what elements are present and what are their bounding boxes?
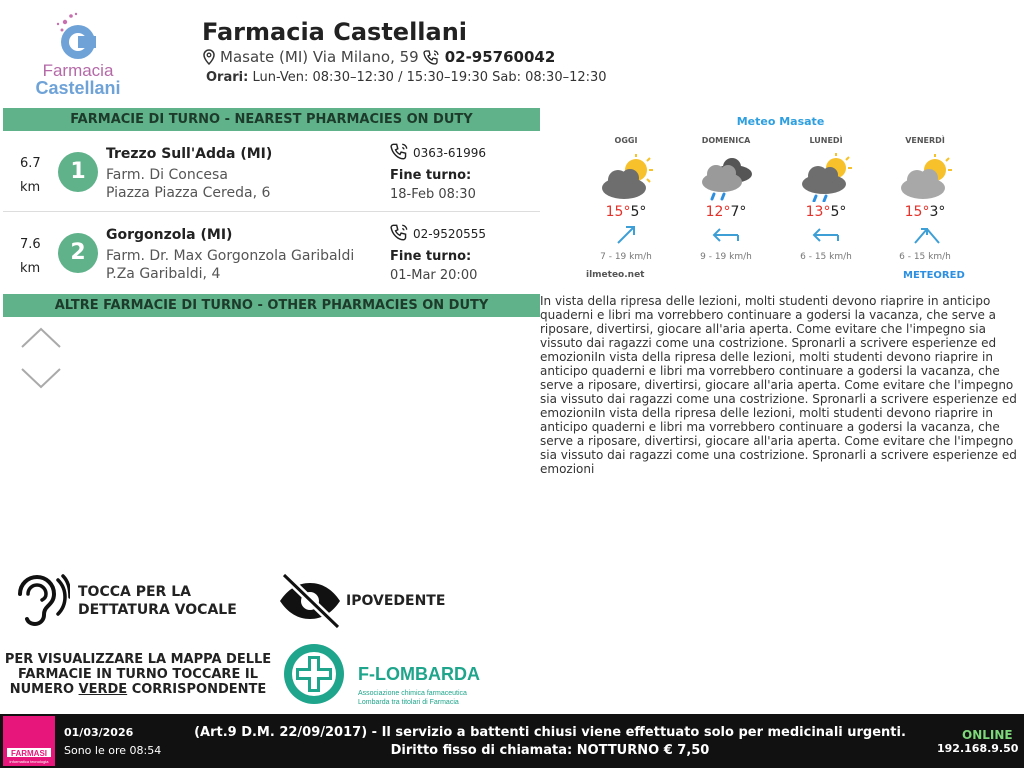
pharmacy-phone-block xyxy=(390,142,486,160)
voice-line1: TOCCA PER LA xyxy=(78,584,191,600)
pharmacy-address-line xyxy=(202,48,555,66)
weather-temp xyxy=(686,204,766,220)
pharmacy-row[interactable] xyxy=(3,132,540,212)
distance-unit: km xyxy=(20,180,41,195)
weather-wind: 6 - 15 km/h xyxy=(800,252,852,262)
sun-rain-icon xyxy=(786,152,866,202)
row-phone: 0363-61996 xyxy=(413,146,487,160)
weather-source-link[interactable]: ilmeteo.net xyxy=(586,270,645,280)
wind-arrow-icon xyxy=(885,223,965,245)
weather-title: Meteo Masate xyxy=(736,115,825,128)
wind-arrow-icon xyxy=(686,223,766,245)
hours-label: Orari: xyxy=(206,70,249,85)
weather-day: LUNEDÌ xyxy=(809,136,843,145)
weather-wind: 6 - 15 km/h xyxy=(899,252,951,262)
pharmacy-street: Piazza Piazza Cereda, 6 xyxy=(106,185,271,201)
temp-high: 15° xyxy=(605,204,631,220)
scroll-arrows xyxy=(20,325,62,393)
temp-high: 15° xyxy=(904,204,930,220)
pharmacy-address: Masate (MI) Via Milano, 59 xyxy=(220,48,419,66)
farmasi-brand: FARMASI xyxy=(11,749,47,758)
footer-message: (Art.9 D.M. 22/09/2017) - Il servizio a battenti chiusi viene effettuato solo per medicinali urgenti. Diritto fisso di chiamata: NOTTURNO € 7,50 xyxy=(194,725,906,758)
eye-slash-icon[interactable] xyxy=(276,571,344,631)
wind-arrow-icon xyxy=(586,223,666,245)
distance-value: 7.6 xyxy=(20,237,41,252)
footer-bar xyxy=(0,714,1024,768)
phone-icon xyxy=(423,49,441,65)
weather-wind: 9 - 19 km/h xyxy=(700,252,752,262)
weather-provider-logo[interactable]: METEORED xyxy=(903,270,965,281)
pharmacy-name: Farm. Dr. Max Gorgonzola Garibaldi xyxy=(106,248,355,264)
end-shift-value: 01-Mar 20:00 xyxy=(390,268,478,283)
weather-temp xyxy=(586,204,666,220)
opening-hours xyxy=(206,70,607,85)
weather-day: VENERDÌ xyxy=(905,136,945,145)
temp-high: 13° xyxy=(805,204,831,220)
chevron-down-icon[interactable] xyxy=(22,369,60,387)
location-pin-icon xyxy=(202,49,216,65)
temp-high: 12° xyxy=(705,204,731,220)
weather-day: OGGI xyxy=(614,136,638,145)
distance-unit: km xyxy=(20,261,41,276)
phone-icon xyxy=(390,142,410,160)
logo-text-bottom: Castellani xyxy=(35,78,121,98)
footer-date: 01/03/2026 xyxy=(64,726,134,739)
f-lombarda-sub2: Lombarda tra titolari di Farmacia xyxy=(358,699,459,706)
temp-low: 5° xyxy=(630,204,647,220)
map-number-button[interactable]: 1 xyxy=(58,152,98,192)
temp-low: 5° xyxy=(830,204,847,220)
footer-time: Sono le ore 08:54 xyxy=(64,744,162,757)
temp-low: 3° xyxy=(929,204,946,220)
weather-day: DOMENICA xyxy=(701,136,751,145)
other-pharmacies-header: ALTRE FARMACIE DI TURNO - OTHER PHARMACIES ON DUTY xyxy=(3,294,540,317)
low-vision-button[interactable]: IPOVEDENTE xyxy=(346,593,446,609)
weather-temp xyxy=(786,204,866,220)
map-info-pre: PER VISUALIZZARE LA MAPPA DELLE FARMACIE IN TURNO TOCCARE IL NUMERO xyxy=(4,652,272,697)
wind-arrow-icon xyxy=(786,223,866,245)
f-lombarda-logo xyxy=(282,642,492,708)
weather-temp xyxy=(885,204,965,220)
map-instructions xyxy=(4,652,272,697)
map-info-post: CORRISPONDENTE xyxy=(127,682,267,697)
f-lombarda-name: F-LOMBARDA xyxy=(358,664,480,684)
pharmacy-phone[interactable]: 02-95760042 xyxy=(444,48,556,66)
partly-cloudy-icon xyxy=(586,152,666,202)
pharmacy-name: Farm. Di Concesa xyxy=(106,167,228,183)
news-article: In vista della ripresa delle lezioni, molti studenti devono riaprire in anticipo quaderni e libri ma vorrebbero continuare a godersi la vacanza, che serve a riposare, divertirsi, giocare all'aria aperta. Come evitare che l'impegno sia vissuto dai ragazzi come una costrizione. Spronarli a scrivere esperienze ed emozioniIn vista della ripresa delle lezioni, molti studenti devono riaprire in anticipo quaderni e libri ma vorrebbero continuare a godersi la vacanza, che serve a riposare, divertirsi, giocare all'aria aperta. Come evitare che l'impegno sia vissuto dai ragazzi come una costrizione. Spronarli a scrivere esperienze ed emozioniIn vista della ripresa delle lezioni, molti studenti devono riaprire in anticipo quaderni e libri ma vorrebbero continuare a godersi la vacanza, che serve a riposare, divertirsi, giocare all'aria aperta. Come evitare che l'impegno sia vissuto dai ragazzi come una costrizione. Spronarli a scrivere esperienze ed emozioni xyxy=(540,294,1017,476)
pharmacy-logo xyxy=(18,10,138,98)
end-shift-label: Fine turno: xyxy=(390,168,472,183)
temp-low: 7° xyxy=(730,204,747,220)
nearest-pharmacies-header: FARMACIE DI TURNO - NEAREST PHARMACIES ON DUTY xyxy=(3,108,540,131)
distance-value: 6.7 xyxy=(20,156,41,171)
pharmacy-street: P.Za Garibaldi, 4 xyxy=(106,266,221,282)
phone-icon xyxy=(390,223,410,241)
row-phone: 02-9520555 xyxy=(413,227,487,241)
partly-cloudy-icon xyxy=(885,152,965,202)
chevron-up-icon[interactable] xyxy=(22,329,60,347)
pharmacy-phone-block xyxy=(390,223,486,241)
ear-icon[interactable] xyxy=(12,574,70,628)
end-shift-value: 18-Feb 08:30 xyxy=(390,187,476,202)
weather-widget xyxy=(578,112,998,288)
logo-text-top: Farmacia xyxy=(42,61,114,80)
pharmacy-town: Trezzo Sull'Adda (MI) xyxy=(106,146,273,162)
weather-wind: 7 - 19 km/h xyxy=(600,252,652,262)
distance xyxy=(20,152,41,200)
voice-line2: DETTATURA VOCALE xyxy=(78,602,237,618)
hours-text: Lun-Ven: 08:30–12:30 / 15:30–19:30 Sab: 08:30–12:30 xyxy=(252,70,607,85)
map-number-button[interactable]: 2 xyxy=(58,233,98,273)
status-badge: ONLINE xyxy=(962,728,1013,742)
ip-address: 192.168.9.50 xyxy=(937,742,1019,755)
rain-cloud-icon xyxy=(686,152,766,202)
distance xyxy=(20,233,41,281)
end-shift-label: Fine turno: xyxy=(390,249,472,264)
farmasi-logo xyxy=(3,716,55,766)
pharmacy-title: Farmacia Castellani xyxy=(202,18,468,46)
voice-dictation-button[interactable] xyxy=(78,583,237,619)
farmasi-brand-sub: informatica tecnologia xyxy=(9,759,49,764)
pharmacy-row[interactable] xyxy=(3,213,540,293)
f-lombarda-sub1: Associazione chimica farmaceutica xyxy=(358,690,467,697)
map-info-green: VERDE xyxy=(78,682,128,697)
pharmacy-town: Gorgonzola (MI) xyxy=(106,227,233,243)
